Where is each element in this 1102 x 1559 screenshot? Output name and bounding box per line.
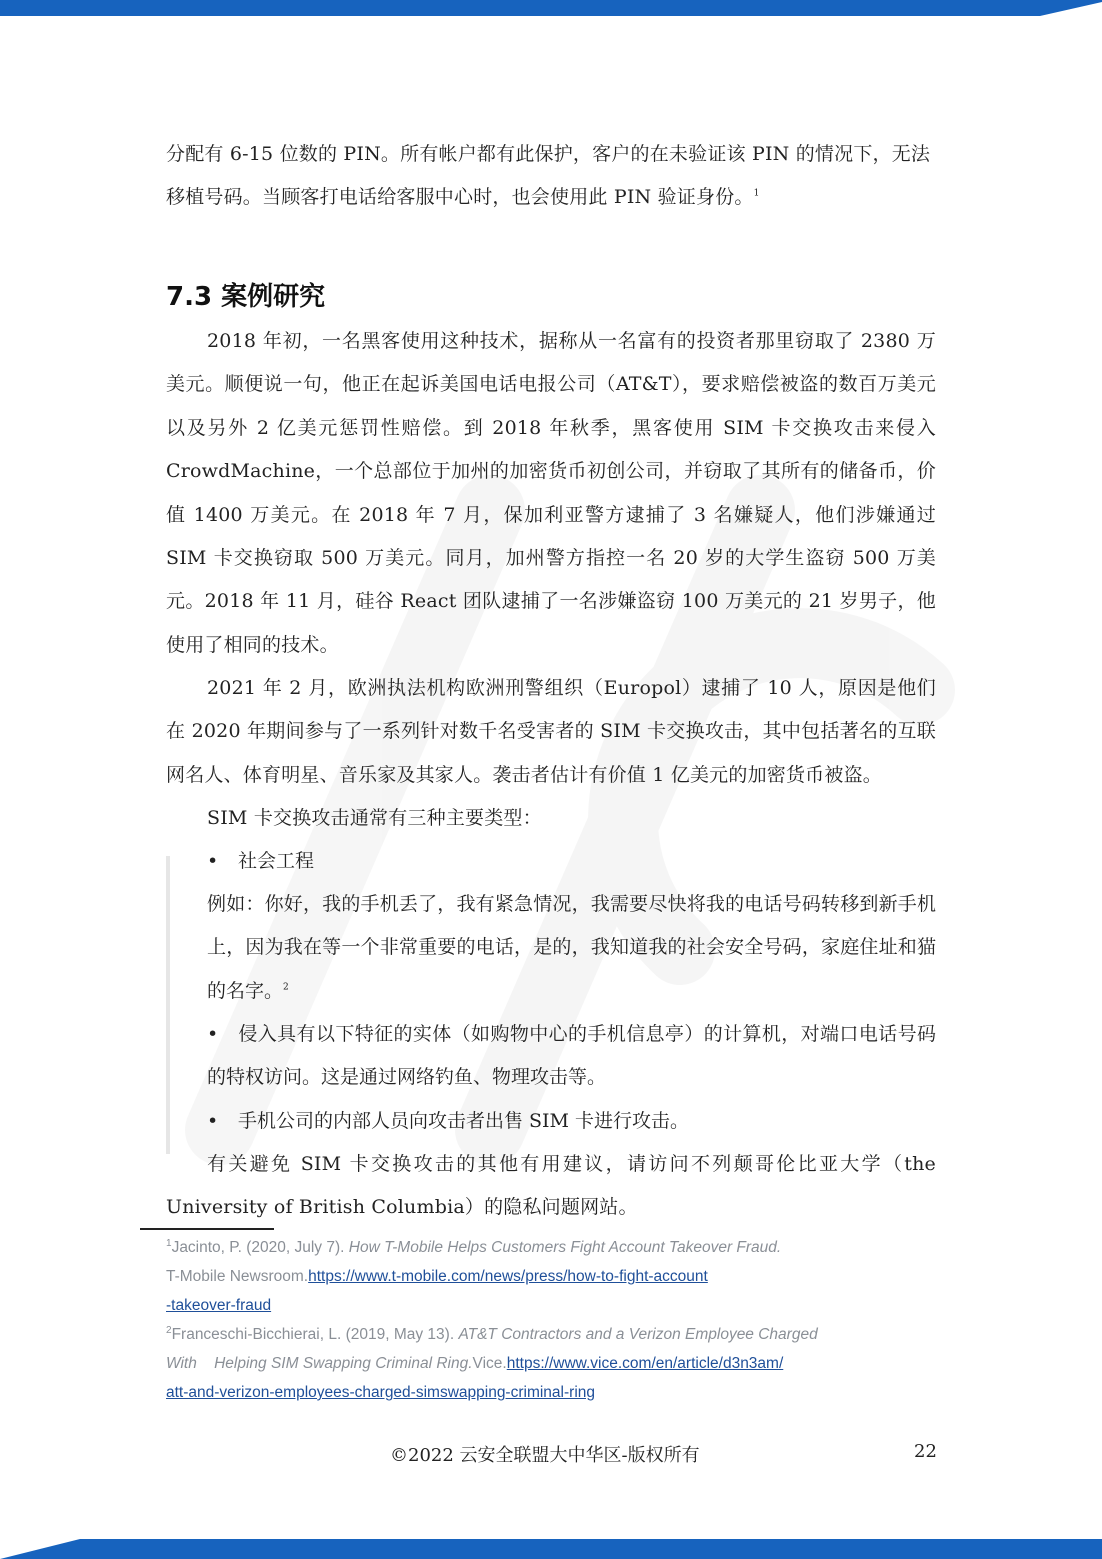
section-heading — [166, 276, 325, 313]
footnote-authors: Jacinto, P. (2020, July 7). — [171, 1239, 349, 1256]
page-footer — [0, 1441, 1102, 1471]
continuation-line-2: 移植号码。当顾客打电话给客服中心时，也会使用此 PIN 验证身份。 — [166, 186, 754, 209]
footnote-link-continued[interactable]: -takeover-fraud — [166, 1297, 272, 1314]
list-item-label: 侵入具有以下特征的实体（如购物中心的手机信息亭）的计算机，对端口电话号码的特权访问。这是通过网络钓鱼、物理攻击等。 — [207, 1023, 936, 1089]
footnotes — [166, 1233, 866, 1407]
footnote-authors: Franceschi-Bicchierai, L. (2019, May 13). — [171, 1326, 459, 1343]
bullet-icon: • — [207, 1110, 219, 1132]
section-number: 7.3 — [166, 282, 213, 312]
footnote-link[interactable]: https://www.vice.com/en/article/d3n3am/ — [506, 1355, 784, 1372]
header-band — [0, 0, 1102, 16]
footnote-1 — [166, 1233, 866, 1320]
quote-bar — [166, 856, 170, 1154]
copyright-notice: ©2022 云安全联盟大中华区-版权所有 — [390, 1445, 700, 1466]
footnote-link[interactable]: https://www.t-mobile.com/news/press/how-to-fight-account — [308, 1268, 708, 1285]
list-item — [207, 840, 936, 883]
list-item — [207, 1100, 936, 1143]
case-paragraph-1: 2018 年初，一名黑客使用这种技术，据称从一名富有的投资者那里窃取了 2380 万美元。顺便说一句，他正在起诉美国电话电报公司（AT&T），要求赔偿被盗的数百万美元以及另外 2 亿美元惩罚性赔偿。到 2018 年秋季，黑客使用 SIM 卡交换攻击来侵入 CrowdMachine，一个总部位于加州的加密货币初创公司，并窃取了其所有的储备币，价值 1400 万美元。在 2018 年 7 月，保加利亚警方逮捕了 3 名嫌疑人，他们涉嫌通过 SIM 卡交换窃取 500 万美元。同月，加州警方指控一名 20 岁的大学生盗窃 500 万美元。2018 年 11 月，硅谷 React 团队逮捕了一名涉嫌盗窃 100 万美元的 21 岁男子，他使用了相同的技术。 — [166, 330, 936, 656]
footer-band-shape — [0, 1539, 1102, 1559]
continuation-line-1: 分配有 6-15 位数的 PIN。所有帐户都有此保护，客户的在未验证该 PIN 的情况下，无法 — [166, 143, 931, 165]
bullet-icon: • — [207, 850, 219, 872]
section-title: 案例研究 — [221, 282, 326, 312]
list-item-label: 手机公司的内部人员向攻击者出售 SIM 卡进行攻击。 — [238, 1110, 690, 1132]
continuation-text — [166, 133, 936, 220]
example-quote: 例如：你好，我的手机丢了，我有紧急情况，我需要尽快将我的电话号码转移到新手机上，因为我在等一个非常重要的电话，是的，我知道我的社会安全号码，家庭住址和猫的名字。 — [207, 893, 936, 1002]
footnote-link-continued[interactable]: att-and-verizon-employees-charged-simswapping-criminal-ring — [166, 1384, 595, 1401]
footnote-source: Vice. — [472, 1355, 507, 1372]
footer-band — [0, 1539, 1102, 1559]
list-item-label: 社会工程 — [238, 850, 315, 872]
footnote-title-continued: With Helping SIM Swapping Criminal Ring. — [166, 1355, 473, 1372]
footnote-mark: 1 — [166, 1237, 172, 1249]
footnote-separator — [140, 1228, 274, 1230]
case-paragraph-2: 2021 年 2 月，欧洲执法机构欧洲刑警组织（Europol）逮捕了 10 人，原因是他们在 2020 年期间参与了一系列针对数千名受害者的 SIM 卡交换攻击，其中包括著名的互联网名人、体育明星、音乐家及其家人。袭击者估计有价值 1 亿美元的加密货币被盗。 — [166, 677, 936, 786]
example-text — [207, 883, 936, 1013]
list-item — [207, 1013, 936, 1100]
attack-types-intro: SIM 卡交换攻击通常有三种主要类型： — [207, 807, 542, 829]
footnote-ref-2[interactable]: 2 — [283, 982, 289, 993]
footnote-mark: 2 — [166, 1324, 172, 1336]
footnote-source: T-Mobile Newsroom. — [166, 1268, 309, 1285]
footnote-ref-1[interactable]: 1 — [753, 189, 760, 200]
advice-paragraph: 有关避免 SIM 卡交换攻击的其他有用建议，请访问不列颠哥伦比亚大学（the University of British Columbia）的隐私问题网站。 — [166, 1153, 936, 1219]
footnote-title: AT&T Contractors and a Verizon Employee Charged — [458, 1326, 818, 1343]
bullet-icon: • — [207, 1023, 219, 1045]
header-band-shape — [0, 0, 1102, 16]
footnote-2 — [166, 1320, 866, 1407]
page-number: 22 — [914, 1441, 937, 1462]
footnote-title: How T-Mobile Helps Customers Fight Account Takeover Fraud. — [348, 1239, 782, 1256]
